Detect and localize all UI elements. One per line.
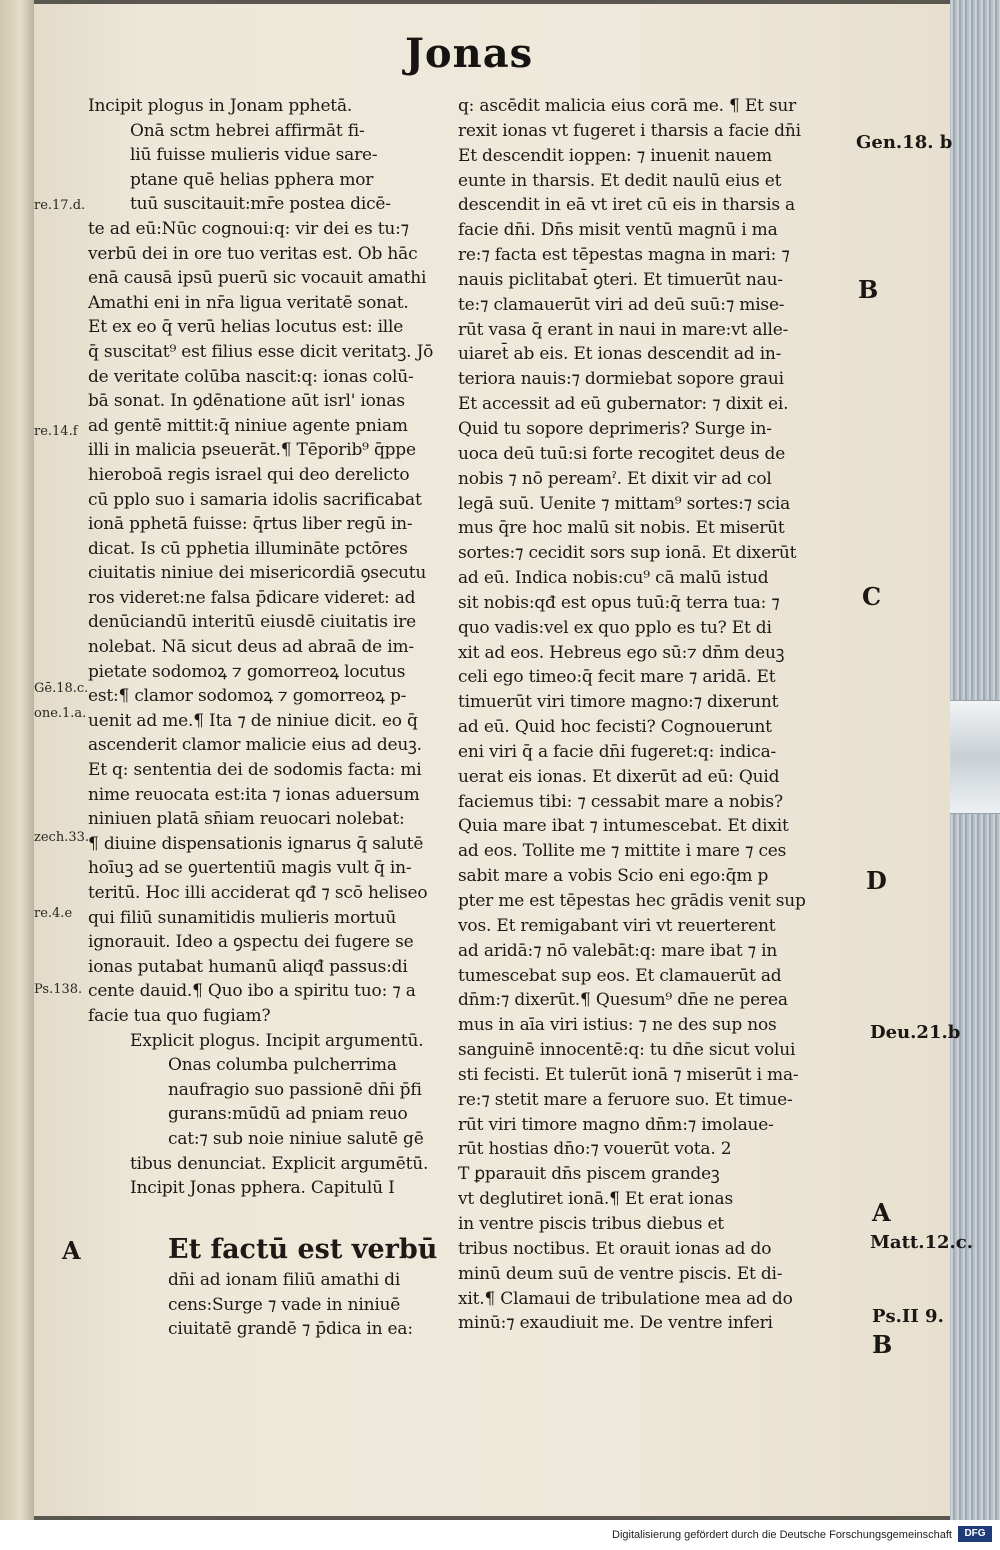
text-line: Et descendit ioppen: ⁊ inuenit nauem [458, 145, 772, 166]
text-line: pietate sodomoꝝ ⁊ gomorreoꝝ locutus [88, 661, 406, 682]
left-margin-ref: Ps.138. [34, 982, 83, 997]
text-line: ad aridā:⁊ nō valebāt:q: mare ibat ⁊ in [458, 940, 778, 961]
text-line: facie tua quo fugiam? [88, 1005, 271, 1026]
text-line: ad eū. Indica nobis:cu⁹ cā malū istud [458, 568, 769, 589]
left-margin-ref: zech.33. [34, 830, 90, 845]
text-line: descendit in eā vt iret cū eis in tharsis a [458, 195, 795, 216]
text-line: illi in malicia pseuerāt.¶ Tēporib⁹ q̄ppe [88, 440, 416, 461]
text-line: tumescebat sup eos. Et clamauerūt ad [458, 965, 782, 986]
text-line: Incipit plogus in Jonam pphetā. [88, 96, 353, 116]
text-line: uoca deū tuū:si forte recogitet deus de [458, 443, 786, 464]
text-line: uerat eis ionas. Et dixerūt ad eū: Quid [458, 766, 780, 787]
text-line: eunte in tharsis. Et dedit naulū eius et [458, 170, 782, 191]
text-line: Incipit Jonas pphera. Capitulū I [130, 1178, 395, 1199]
text-line: te:⁊ clamauerūt viri ad deū suū:⁊ mise- [458, 294, 785, 315]
text-line: sti fecisti. Et tulerūt ionā ⁊ miserūt i ma- [458, 1064, 799, 1085]
text-line: dicat. Is cū pphetia illumināte pctōres [88, 538, 408, 559]
text-line: ptane quē helias pphera mor [130, 169, 374, 190]
right-margin-ref-ps: Ps.II 9. [872, 1306, 944, 1327]
text-line: Explicit plogus. Incipit argumentū. [130, 1030, 424, 1051]
text-line: de veritate colūba nascit:q: ionas colū- [88, 366, 414, 387]
text-line: sortes:⁊ cecidit sors sup ionā. Et dixerūt [458, 543, 797, 564]
text-line: eni viri q̄ a facie dn̄i fugeret:q: indica- [458, 741, 777, 762]
text-line: Quia mare ibat ⁊ intumescebat. Et dixit [458, 816, 789, 837]
text-line: cū pplo suo i samaria idolis sacrificabat [88, 489, 422, 510]
text-line: ad eos. Tollite me ⁊ mittite i mare ⁊ ces [458, 841, 787, 862]
left-margin-letter-a: A [62, 1236, 81, 1265]
text-line: minū deum suū de ventre piscis. Et di- [458, 1263, 783, 1284]
text-line: pter me est tēpestas hec grādis venit sup [458, 891, 806, 911]
text-line: rūt viri timore magno dn̄m:⁊ imolaue- [458, 1114, 774, 1135]
text-line: Et accessit ad eū gubernator: ⁊ dixit ei. [458, 394, 789, 415]
text-line: teriora nauis:⁊ dormiebat sopore graui [458, 369, 784, 390]
text-line: liū fuisse mulieris vidue sare- [130, 145, 378, 166]
text-line: q: ascēdit malicia eius corā me. ¶ Et sur [458, 96, 797, 116]
text-line: q̄ suscitat⁹ est filius esse dicit veritatꝫ. Jō [88, 341, 434, 362]
footer-credit: Digitalisierung gefördert durch die Deutsche Forschungsgemeinschaft [612, 1529, 952, 1541]
text-line: sit nobis:qđ est opus tuū:q̄ terra tua: ⁊ [458, 592, 780, 613]
left-margin-ref: re.14.f [34, 424, 78, 439]
left-margin-ref: re.4.e [34, 906, 73, 921]
text-line: hoīuꝫ ad se ꝯuertentiū magis vult q̄ in- [88, 858, 412, 879]
left-column-chapter-start [88, 1232, 454, 1342]
text-line: ionas putabat humanū aliqđ passus:di [88, 956, 408, 977]
text-line: cente dauid.¶ Quo ibo a spiritu tuo: ⁊ a [88, 981, 416, 1002]
text-line: sabit mare a vobis Scio eni ego:q̄m p [458, 866, 769, 887]
text-line: legā suū. Uenite ⁊ mittam⁹ sortes:⁊ scia [458, 493, 791, 514]
text-line: ciuitatē grandē ⁊ p̄dica in ea: [168, 1319, 413, 1340]
text-line: celi ego timeo:q̄ fecit mare ⁊ aridā. Et [458, 667, 776, 688]
text-line: nobis ⁊ nō pereamˀ. Et dixit vir ad col [458, 468, 772, 489]
running-head: Jonas [405, 30, 534, 77]
text-line: rexit ionas vt fugeret i tharsis a facie dn̄i [458, 120, 801, 141]
text-line: te ad eū:Nūc cognoui:q: vir dei es tu:⁊ [88, 218, 409, 239]
text-line: Onas columba pulcherrima [168, 1055, 397, 1076]
text-line: nolebat. Nā sicut deus ad abraā de im- [88, 637, 414, 658]
text-line: facie dn̄i. Dn̄s misit ventū magnū i ma [458, 220, 778, 241]
text-line: hieroboā regis israel qui deo derelicto [88, 464, 410, 485]
footer-bar [0, 1520, 1000, 1550]
text-line: sanguinē innocentē:q: tu dn̄e sicut volui [458, 1040, 796, 1061]
text-line: qui filiū sunamitidis mulieris mortuū [88, 907, 397, 928]
text-line: in ventre piscis tribus diebus et [458, 1213, 724, 1234]
previous-page-edge [0, 0, 34, 1520]
text-line: ionā pphetā fuisse: q̄rtus liber regū in- [88, 514, 413, 535]
text-line: mus q̄re hoc malū sit nobis. Et miserūt [458, 518, 785, 539]
text-line: rūt vasa q̄ erant in naui in mare:vt alle- [458, 319, 789, 340]
text-line: xit.¶ Clamaui de tribulatione mea ad do [458, 1288, 793, 1309]
text-line: Et ex eo q̄ verū helias locutus est: ille [88, 317, 404, 338]
text-line: uiaret̄ ab eis. Et ionas descendit ad in- [458, 344, 782, 365]
text-line: gurans:mūdū ad pniam reuo [168, 1104, 408, 1125]
text-line: ignorauit. Ideo a ꝯspectu dei fugere se [88, 932, 414, 953]
dfg-logo: DFG [958, 1526, 992, 1542]
text-line: denūciandū interitū eiusdē ciuitatis ire [88, 612, 416, 633]
text-line: est:¶ clamor sodomoꝝ ⁊ gomorreoꝝ p- [88, 686, 407, 707]
left-margin-ref: re.17.d. [34, 198, 86, 213]
text-line: naufragio suo passionē dn̄i p̄fi [168, 1079, 422, 1100]
text-line: minū:⁊ exaudiuit me. De ventre inferi [458, 1313, 773, 1334]
text-line: quo vadis:vel ex quo pplo es tu? Et di [458, 617, 772, 638]
right-margin-letter-d: D [866, 866, 887, 895]
text-line: xit ad eos. Hebreus ego sū:⁊ dn̄m deuꝫ [458, 642, 785, 663]
text-line: mus in aīa viri istius: ⁊ ne des sup nos [458, 1015, 777, 1036]
text-line: tibus denunciat. Explicit argumētū. [130, 1153, 429, 1174]
text-line: Et factū est verbū [168, 1234, 438, 1265]
text-line: ascenderit clamor malicie eius ad deuꝫ. [88, 735, 422, 756]
text-line: Onā sctm hebrei affirmāt fi- [130, 120, 365, 141]
text-line: vt deglutiret ionā.¶ Et erat ionas [458, 1189, 734, 1210]
right-column [458, 94, 854, 1336]
text-line: cat:⁊ sub noie niniue salutē gē [168, 1128, 424, 1149]
text-line: timuerūt viri timore magno:⁊ dixerunt [458, 692, 779, 713]
right-margin-ref-gen: Gen.18. b [856, 132, 953, 153]
text-line: uenit ad me.¶ Ita ⁊ de niniue dicit. eo q̄ [88, 710, 418, 731]
text-line: ad gentē mittit:q̄ niniue agente pniam [88, 415, 408, 436]
text-line: Amathi eni in nr̄a ligua veritatē sonat. [88, 292, 409, 313]
text-line: tuū suscitauit:mr̄e postea dicē- [130, 194, 391, 215]
text-line: enā causā ipsū puerū sic vocauit amathi [88, 268, 427, 289]
text-line: T ꝑparauit dn̄s piscem grandeꝫ [458, 1164, 720, 1185]
text-line: tribus noctibus. Et orauit ionas ad do [458, 1238, 772, 1259]
text-line: re:⁊ facta est tēpestas magna in mari: ⁊ [458, 245, 790, 266]
text-line: Quid tu sopore deprimeris? Surge in- [458, 418, 772, 439]
text-line: ¶ diuine dispensationis ignarus q̄ salutē [88, 833, 424, 854]
right-margin-letter-b: B [858, 275, 879, 304]
left-margin-ref: Gē.18.c. [34, 681, 89, 696]
text-line: ciuitatis niniue dei misericordiā ꝯsecutu [88, 563, 427, 584]
text-line: niniuen platā sn̄iam reuocari nolebat: [88, 809, 405, 830]
right-margin-letter-b2: B [872, 1330, 893, 1359]
text-line: dn̄m:⁊ dixerūt.¶ Quesum⁹ dn̄e ne perea [458, 990, 788, 1011]
left-margin-ref: one.1.a. [34, 706, 87, 721]
left-column [88, 94, 454, 1201]
text-line: ros videret:ne falsa p̄dicare videret: ad [88, 587, 416, 608]
text-line: re:⁊ stetit mare a feruore suo. Et timue- [458, 1089, 793, 1110]
text-line: dn̄i ad ionam filiū amathi di [168, 1270, 401, 1290]
text-line: bā sonat. In ꝯdēnatione aūt isrl' ionas [88, 391, 405, 412]
right-margin-ref-matt: Matt.12.c. [870, 1232, 974, 1253]
text-line: ad eū. Quid hoc fecisti? Cognouerunt [458, 717, 772, 738]
text-line: verbū dei in ore tuo veritas est. Ob hāc [88, 243, 418, 264]
text-line: faciemus tibi: ⁊ cessabit mare a nobis? [458, 791, 783, 812]
text-line: vos. Et remigabant viri vt reuerterent [458, 915, 776, 936]
right-margin-letter-c: C [862, 582, 882, 611]
text-line: teritū. Hoc illi acciderat qđ ⁊ scō heliseo [88, 883, 428, 903]
right-margin-letter-a: A [872, 1198, 891, 1227]
text-line: Et q: sententia dei de sodomis facta: mi [88, 760, 422, 781]
text-line: nauis piclitabat̄ ꝯteri. Et timuerūt nau- [458, 269, 783, 290]
text-line: cens:Surge ⁊ vade in niniuē [168, 1294, 401, 1315]
text-line: nime reuocata est:ita ⁊ ionas aduersum [88, 784, 420, 805]
text-line: rūt hostias dn̄o:⁊ vouerūt vota. 2 [458, 1139, 732, 1160]
right-margin-ref-deu: Deu.21.b [870, 1022, 961, 1043]
